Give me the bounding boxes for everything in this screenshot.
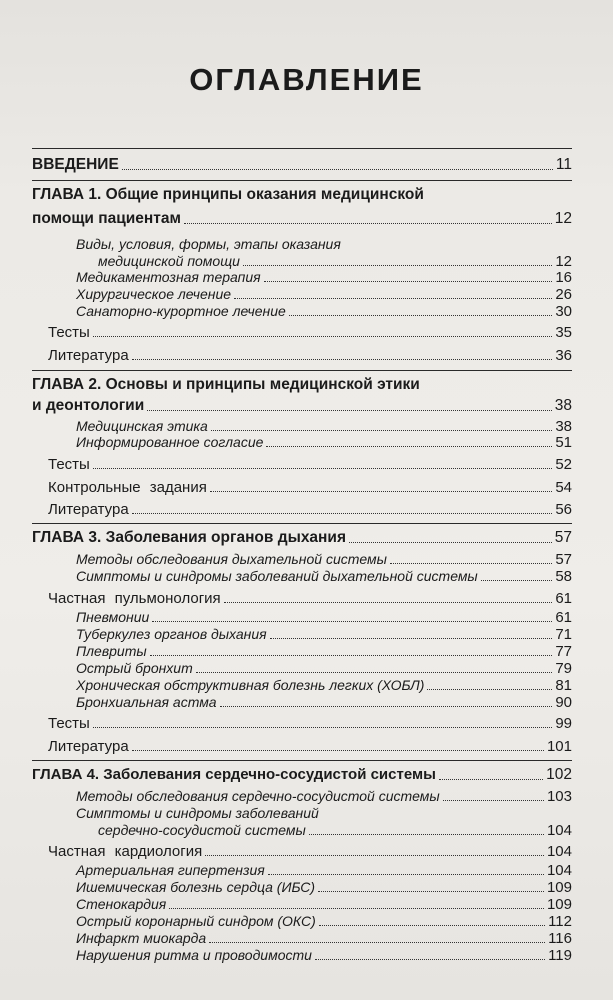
toc-entry-chapter-2 (32, 397, 572, 415)
dot-leader (93, 336, 552, 337)
dot-leader (132, 359, 553, 360)
toc-page-number: 61 (555, 609, 572, 626)
toc-page-number: 12 (554, 210, 572, 227)
toc-entry-label: Литература (48, 501, 129, 518)
toc-entry-label: Артериальная гипертензия (76, 862, 265, 878)
dot-leader (150, 655, 553, 656)
dot-leader (93, 727, 552, 728)
toc-entry (48, 715, 572, 732)
toc-page-number: 61 (555, 590, 572, 607)
toc-entry-label: Симптомы и синдромы заболеваний дыхательной системы (76, 568, 478, 584)
toc-entry-label: Частная кардиология (48, 843, 203, 860)
toc-page-number: 104 (546, 822, 572, 839)
toc-subentry (98, 822, 572, 839)
toc-subentry (76, 879, 572, 896)
dot-leader (319, 925, 545, 926)
chapter-4-title: ГЛАВА 4. Заболевания сердечно-сосудистой системы (32, 766, 436, 783)
dot-leader (443, 800, 544, 801)
toc-subentry-line1: Симптомы и синдромы заболеваний (76, 805, 319, 821)
toc-subentry (76, 677, 572, 694)
dot-leader (315, 959, 545, 960)
toc-page-number: 38 (555, 418, 572, 435)
toc-page-number: 79 (555, 660, 572, 677)
dot-leader (205, 855, 544, 856)
toc-entry-label: Острый коронарный синдром (ОКС) (76, 913, 316, 929)
toc-entry-chapter-3 (32, 529, 572, 547)
toc-entry-label: ВВЕДЕНИЕ (32, 156, 119, 173)
dot-leader (289, 315, 553, 316)
toc-subentry (76, 626, 572, 643)
toc-page-number: 71 (555, 626, 572, 643)
dot-leader (234, 298, 552, 299)
dot-leader (390, 563, 552, 564)
dot-leader (481, 580, 553, 581)
toc-entry-label: Методы обследования сердечно-сосудистой системы (76, 788, 440, 804)
section-divider (32, 760, 572, 761)
chapter-1-title-line2: помощи пациентам (32, 210, 181, 227)
toc-page-number: 109 (546, 896, 572, 913)
toc-entry (48, 324, 572, 341)
dot-leader (122, 169, 553, 170)
toc-entry-label: Хроническая обструктивная болезнь легких (ХОБЛ) (76, 677, 425, 693)
toc-subentry (76, 568, 572, 585)
dot-leader (268, 874, 544, 875)
dot-leader (184, 223, 552, 224)
dot-leader (211, 430, 553, 431)
toc-entry-label: Нарушения ритма и проводимости (76, 947, 312, 963)
toc-entry-label: Тесты (48, 715, 90, 732)
toc-entry (48, 456, 572, 473)
toc-subentry (76, 418, 572, 435)
toc-subentry (76, 660, 572, 677)
dot-leader (270, 638, 553, 639)
toc-page-number: 11 (555, 156, 572, 173)
toc-entry-label: Санаторно-курортное лечение (76, 303, 286, 319)
toc-page-number: 101 (546, 738, 572, 755)
dot-leader (427, 689, 552, 690)
toc-entry (48, 590, 572, 607)
toc-entry-label: Пневмонии (76, 609, 150, 625)
toc-entry-label: Литература (48, 347, 129, 364)
toc-page-number: 38 (554, 397, 572, 414)
toc-subentry (76, 286, 572, 303)
toc-subentry (76, 643, 572, 660)
toc-page-number: 56 (555, 501, 572, 518)
toc-page-number: 81 (555, 677, 572, 694)
toc-subentry (76, 303, 572, 320)
dot-leader (264, 281, 553, 282)
dot-leader (309, 834, 544, 835)
toc-page-number: 54 (555, 479, 572, 496)
dot-leader (132, 750, 544, 751)
dot-leader (439, 779, 543, 780)
toc-page-number: 16 (555, 269, 572, 286)
toc-entry-label: Стенокардия (76, 896, 167, 912)
chapter-3-title: ГЛАВА 3. Заболевания органов дыхания (32, 529, 346, 546)
section-divider (32, 148, 572, 149)
toc-subentry (76, 896, 572, 913)
dot-leader (266, 446, 552, 447)
toc-entry-label: Методы обследования дыхательной системы (76, 551, 387, 567)
toc-entry-label: Туберкулез органов дыхания (76, 626, 267, 642)
toc-page-number: 119 (548, 947, 572, 964)
page-title: ОГЛАВЛЕНИЕ (189, 62, 424, 97)
toc-page-number: 30 (555, 303, 572, 320)
toc-entry-label: Острый бронхит (76, 660, 193, 676)
toc-page-number: 57 (554, 529, 572, 546)
toc-page-number: 36 (555, 347, 572, 364)
toc-page-number: 103 (546, 788, 572, 805)
toc-entry-label: Инфаркт миокарда (76, 930, 207, 946)
dot-leader (210, 491, 552, 492)
toc-entry-label: Литература (48, 738, 129, 755)
dot-leader (318, 891, 544, 892)
toc-page-number: 58 (555, 568, 572, 585)
toc-page-number: 52 (555, 456, 572, 473)
toc-page-number: 77 (555, 643, 572, 660)
toc-page-number: 12 (555, 253, 572, 270)
toc-entry (48, 501, 572, 518)
toc-page-number: 112 (548, 913, 572, 930)
toc-page-number: 109 (546, 879, 572, 896)
toc-entry (48, 843, 572, 860)
toc-entry-label: Медицинская этика (76, 418, 208, 434)
chapter-2-title-line1: ГЛАВА 2. Основы и принципы медицинской этики (32, 376, 420, 393)
toc-page-number: 116 (548, 930, 572, 947)
toc-entry-label: Хирургическое лечение (76, 286, 232, 302)
toc-entry-intro (32, 156, 572, 174)
toc-subentry (76, 551, 572, 568)
section-divider (32, 180, 572, 181)
section-divider (32, 523, 572, 524)
dot-leader (224, 602, 553, 603)
toc-page-number: 104 (546, 843, 572, 860)
toc-subentry (76, 434, 572, 451)
chapter-2-title-line2: и деонтологии (32, 397, 145, 414)
toc-entry-label: сердечно-сосудистой системы (98, 822, 306, 838)
section-divider (32, 370, 572, 371)
toc-page-number: 90 (555, 694, 572, 711)
toc-entry-label: Бронхиальная астма (76, 694, 217, 710)
dot-leader (243, 265, 552, 266)
toc-subentry (76, 788, 572, 805)
toc-entry-chapter-4 (32, 766, 572, 784)
toc-page-number: 104 (546, 862, 572, 879)
dot-leader (152, 621, 552, 622)
toc-subentry (76, 913, 572, 930)
toc-subentry (76, 947, 572, 964)
toc-subentry (76, 269, 572, 286)
toc-entry (48, 738, 572, 755)
toc-page-number: 102 (546, 766, 572, 783)
toc-entry-label: Тесты (48, 324, 90, 341)
toc-entry-label: Информированное согласие (76, 434, 264, 450)
toc-entry-label: медицинской помощи (98, 253, 240, 269)
toc-entry-label: Контрольные задания (48, 479, 207, 496)
toc-entry (48, 347, 572, 364)
toc-subentry (98, 253, 572, 270)
dot-leader (169, 908, 544, 909)
dot-leader (349, 542, 552, 543)
toc-entry (48, 479, 572, 496)
dot-leader (132, 513, 553, 514)
dot-leader (209, 942, 545, 943)
toc-subentry-line1: Виды, условия, формы, этапы оказания (76, 236, 341, 252)
dot-leader (93, 468, 552, 469)
toc-subentry (76, 930, 572, 947)
toc-entry-chapter-1 (32, 210, 572, 228)
toc-page-number: 99 (555, 715, 572, 732)
toc-entry-label: Медикаментозная терапия (76, 269, 261, 285)
dot-leader (147, 410, 552, 411)
toc-subentry (76, 694, 572, 711)
toc-entry-label: Частная пульмонология (48, 590, 221, 607)
chapter-1-title-line1: ГЛАВА 1. Общие принципы оказания медицинской (32, 186, 424, 203)
toc-page-number: 51 (555, 434, 572, 451)
toc-page-number: 35 (555, 324, 572, 341)
dot-leader (196, 672, 553, 673)
dot-leader (220, 706, 553, 707)
toc-subentry (76, 862, 572, 879)
toc-entry-label: Тесты (48, 456, 90, 473)
toc-entry-label: Плевриты (76, 643, 147, 659)
toc-page-number: 26 (555, 286, 572, 303)
toc-page-number: 57 (555, 551, 572, 568)
toc-entry-label: Ишемическая болезнь сердца (ИБС) (76, 879, 316, 895)
toc-subentry (76, 609, 572, 626)
